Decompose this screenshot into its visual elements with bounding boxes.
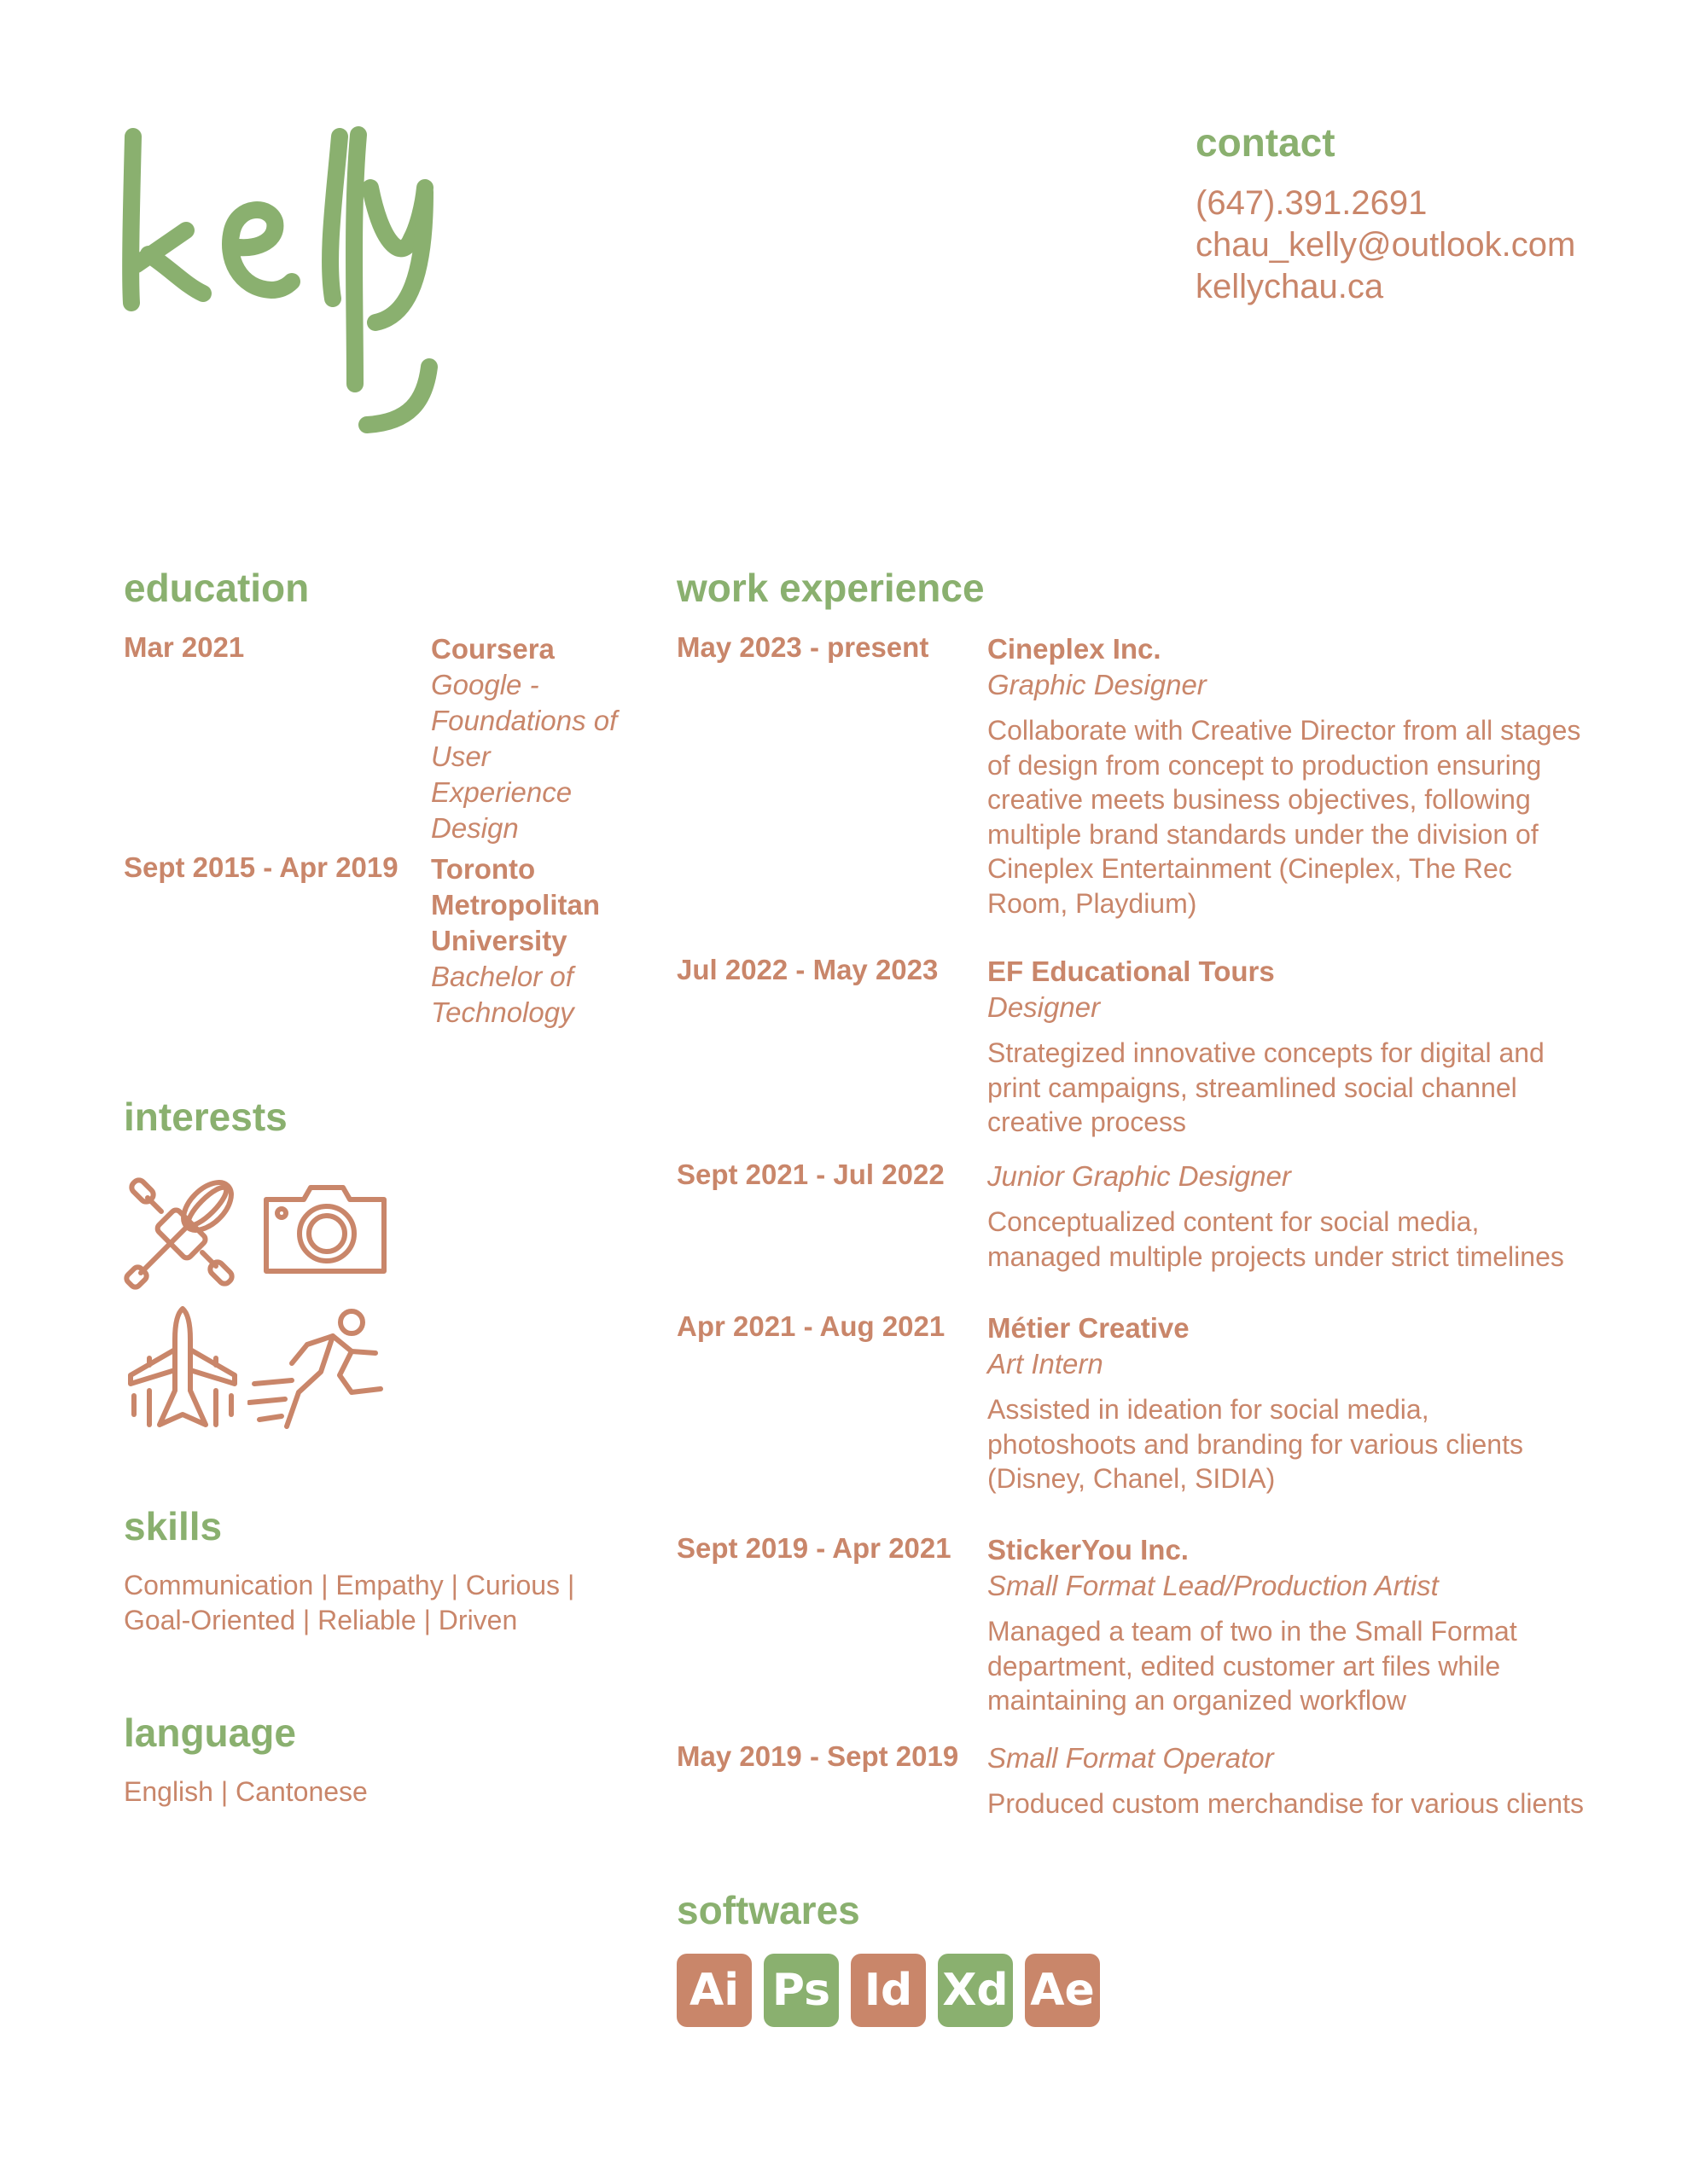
education-title: education bbox=[124, 566, 310, 610]
education-org: Toronto Metropolitan University bbox=[431, 853, 600, 956]
running-icon bbox=[247, 1307, 389, 1433]
work-date: May 2023 - present bbox=[677, 631, 929, 663]
work-date: Apr 2021 - Aug 2021 bbox=[677, 1310, 946, 1342]
work-company: EF Educational Tours bbox=[987, 956, 1275, 987]
camera-icon bbox=[261, 1182, 389, 1276]
work-date: Jul 2022 - May 2023 bbox=[677, 954, 939, 985]
education-program: Google - Foundations of User Experience Design bbox=[431, 669, 618, 844]
work-description: Managed a team of two in the Small Format department, edited customer art files while maintaining an organized workflow bbox=[987, 1616, 1517, 1716]
contact-phone[interactable]: (647).391.2691 bbox=[1196, 184, 1428, 222]
baking-icon bbox=[124, 1172, 241, 1290]
contact-email[interactable]: chau_kelly@outlook.com bbox=[1196, 226, 1576, 264]
interests-title: interests bbox=[124, 1095, 288, 1139]
contact-title: contact bbox=[1196, 120, 1335, 165]
contact-website[interactable]: kellychau.ca bbox=[1196, 268, 1384, 305]
work-company: Cineplex Inc. bbox=[987, 633, 1161, 665]
work-description: Conceptualized content for social media, managed multiple projects under strict timelines bbox=[987, 1206, 1564, 1272]
education-org: Coursera bbox=[431, 633, 555, 665]
contact-section bbox=[1196, 119, 1575, 308]
skills-text: Communication | Empathy | Curious | Goal-Oriented | Reliable | Driven bbox=[124, 1570, 575, 1635]
work-date: Sept 2019 - Apr 2021 bbox=[677, 1532, 951, 1564]
work-description: Collaborate with Creative Director from all stages of design from concept to production ensuring creative meets business objectives, following multiple brand standards under the division of Cineplex Entertainment (Cineplex, The Rec Room, Playdium) bbox=[987, 715, 1581, 919]
work-description: Strategized innovative concepts for digital and print campaigns, streamlined social channel creative process bbox=[987, 1037, 1545, 1137]
kelly-logo bbox=[111, 111, 503, 512]
work-role: Small Format Lead/Production Artist bbox=[987, 1570, 1439, 1601]
softwares-title: softwares bbox=[677, 1888, 860, 1932]
work-date: Sept 2021 - Jul 2022 bbox=[677, 1159, 945, 1190]
work-role: Art Intern bbox=[987, 1348, 1103, 1380]
work-description: Assisted in ideation for social media, photoshoots and branding for various clients (Disney, Chanel, SIDIA) bbox=[987, 1394, 1523, 1494]
work-role: Small Format Operator bbox=[987, 1742, 1274, 1774]
work-experience-title: work experience bbox=[677, 566, 985, 610]
work-role: Graphic Designer bbox=[987, 669, 1207, 700]
education-program: Bachelor of Technology bbox=[431, 961, 574, 1028]
software-badge-photoshop: Ps bbox=[764, 1954, 839, 2027]
work-role: Junior Graphic Designer bbox=[987, 1160, 1291, 1192]
education-date: Sept 2015 - Apr 2019 bbox=[124, 851, 399, 883]
software-badge-after-effects: Ae bbox=[1025, 1954, 1100, 2027]
work-company: StickerYou Inc. bbox=[987, 1534, 1189, 1565]
education-date: Mar 2021 bbox=[124, 631, 245, 663]
skills-title: skills bbox=[124, 1504, 223, 1548]
software-badge-indesign: Id bbox=[851, 1954, 926, 2027]
work-company: Métier Creative bbox=[987, 1312, 1190, 1344]
software-badge-illustrator: Ai bbox=[677, 1954, 752, 2027]
travel-icon bbox=[124, 1305, 241, 1433]
work-date: May 2019 - Sept 2019 bbox=[677, 1740, 959, 1772]
language-text: English | Cantonese bbox=[124, 1776, 368, 1807]
work-description: Produced custom merchandise for various clients bbox=[987, 1788, 1584, 1819]
software-badge-xd: Xd bbox=[938, 1954, 1013, 2027]
work-role: Designer bbox=[987, 991, 1101, 1023]
language-title: language bbox=[124, 1711, 296, 1755]
